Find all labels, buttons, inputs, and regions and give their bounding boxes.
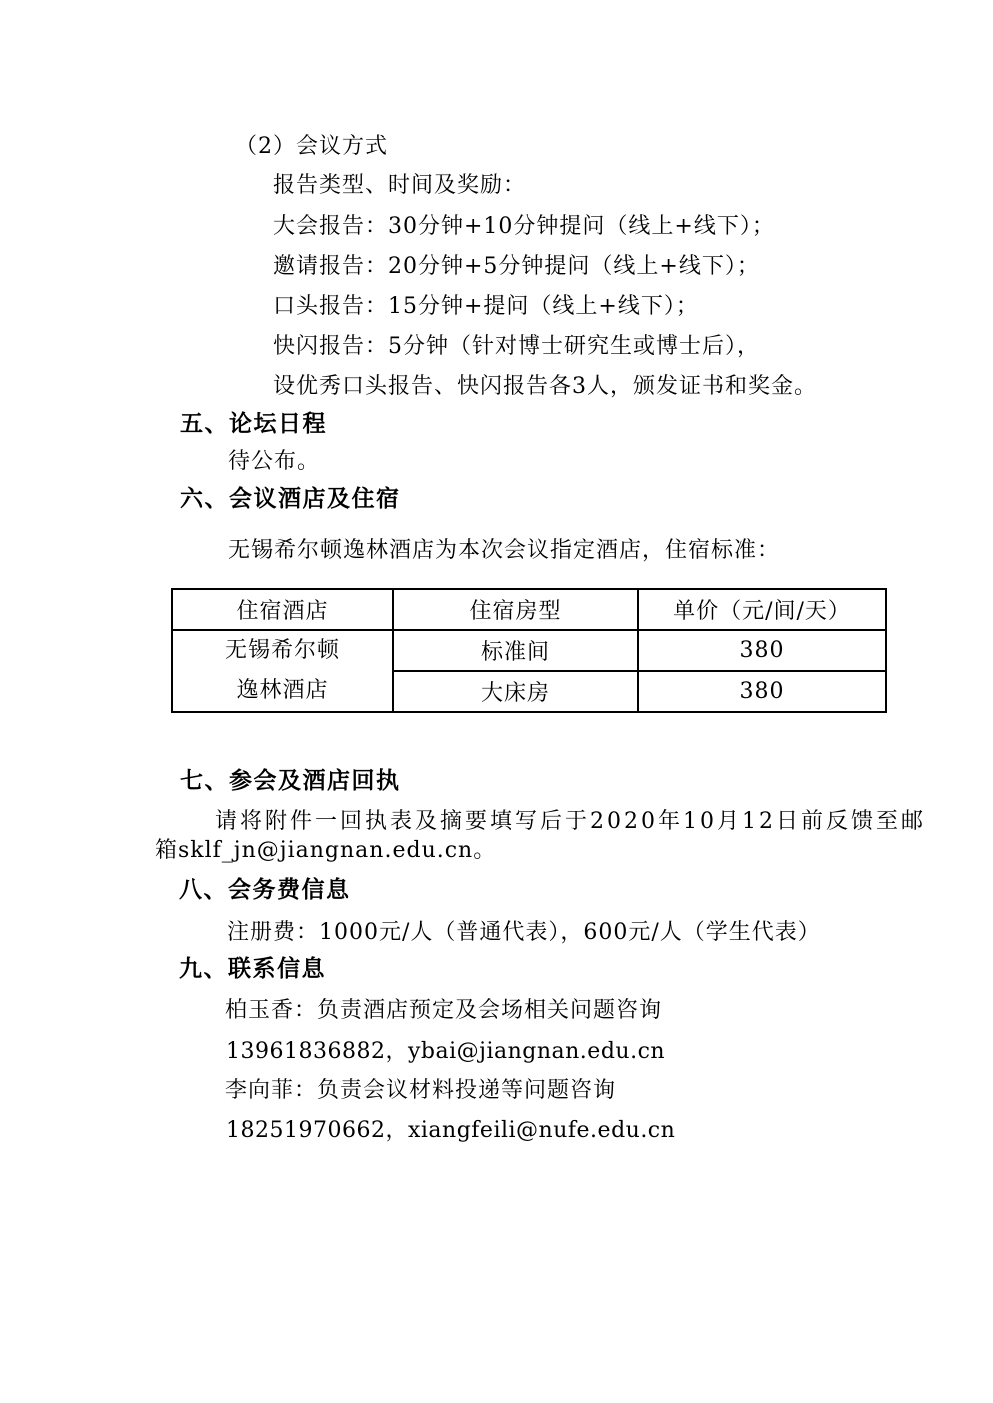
section-6-heading: 六、会议酒店及住宿: [180, 485, 401, 512]
hotel-table: [171, 588, 887, 713]
contact-2-role-line: 李向菲：负责会议材料投递等问题咨询: [225, 1078, 617, 1103]
report-item-line: 设优秀口头报告、快闪报告各3人，颁发证书和奖金。: [273, 374, 817, 399]
price-cell: 380: [638, 671, 886, 712]
section-9-heading: 九、联系信息: [179, 955, 326, 982]
report-item-line: 快闪报告：5分钟（针对博士研究生或博士后），: [273, 334, 760, 359]
reply-body-line-2: 箱sklf_jn@jiangnan.edu.cn。: [155, 838, 497, 863]
hotel-name-cell: [172, 630, 393, 712]
hotel-name-line-2: 逸林酒店: [236, 678, 329, 703]
section-5-heading: 五、论坛日程: [180, 410, 327, 437]
contact-1-role-line: 柏玉香：负责酒店预定及会场相关问题咨询: [225, 998, 663, 1023]
reply-body-line-1: 请将附件一回执表及摘要填写后于2020年10月12日前反馈至邮: [215, 809, 926, 834]
section-6-body: 无锡希尔顿逸林酒店为本次会议指定酒店，住宿标准：: [228, 538, 781, 563]
section-8-heading: 八、会务费信息: [179, 876, 351, 903]
table-header-room-type: 住宿房型: [393, 589, 638, 630]
section-5-body: 待公布。: [228, 449, 321, 474]
report-item-line: 邀请报告：20分钟+5分钟提问（线上+线下）；: [273, 254, 760, 279]
hotel-name-line-1: 无锡希尔顿: [224, 638, 340, 663]
contact-2-info-line: 18251970662，xiangfeili@nufe.edu.cn: [226, 1118, 676, 1143]
report-item-line: 口头报告：15分钟+提问（线上+线下）；: [273, 294, 699, 319]
table-header-hotel: 住宿酒店: [172, 589, 393, 630]
room-type-cell: 大床房: [393, 671, 638, 712]
registration-fee-line: 注册费：1000元/人（普通代表），600元/人（学生代表）: [227, 920, 821, 945]
room-type-cell: 标准间: [393, 630, 638, 671]
meeting-mode-heading: （2）会议方式: [235, 134, 388, 159]
section-7-heading: 七、参会及酒店回执: [180, 767, 401, 794]
price-cell: 380: [638, 630, 886, 671]
contact-1-info-line: 13961836882，ybai@jiangnan.edu.cn: [226, 1039, 666, 1064]
report-intro-line: 报告类型、时间及奖励：: [273, 173, 527, 198]
report-item-line: 大会报告：30分钟+10分钟提问（线上+线下）；: [273, 214, 775, 239]
table-header-price: 单价（元/间/天）: [638, 589, 886, 630]
